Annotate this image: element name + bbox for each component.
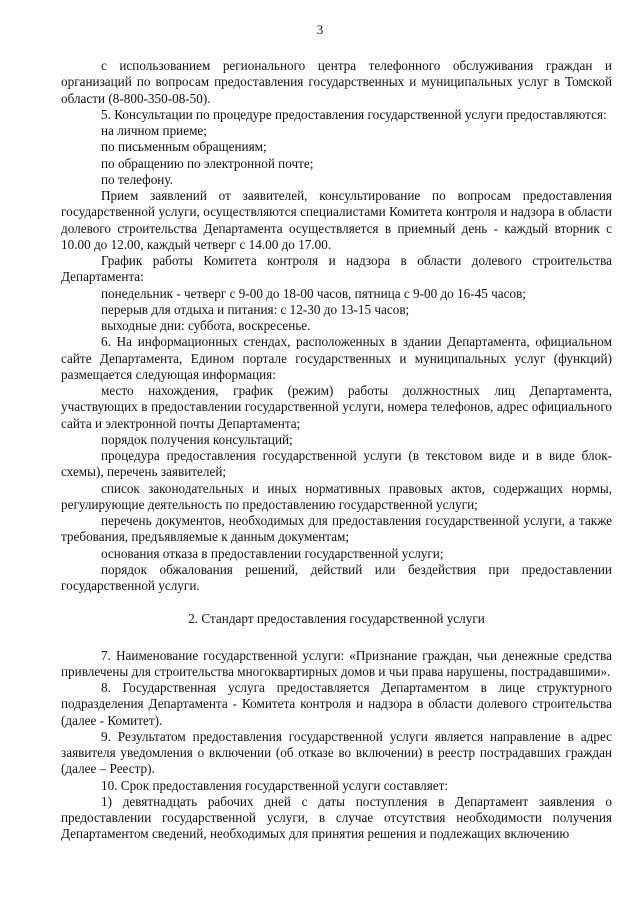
section-heading: 2. Стандарт предоставления государственной услуги [188,611,485,627]
paragraph: место нахождения, график (режим) работы должностных лиц Департамента, участвующих в предоставлении государственной услуги, номера телефонов, адрес официального сайта и электронной почты Департамента; [61,383,612,431]
paragraph: 9. Результатом предоставления государственной услуги является направление в адрес заявителя уведомления о включении (об отказе во включении) в реестр пострадавших граждан (далее – Реестр). [61,728,612,777]
paragraph: понедельник - четверг с 9-00 до 18-00 часов, пятница с 9-00 до 16-45 часов; [101,285,526,301]
paragraph: 7. Наименование государственной услуги: «Признание граждан, чьи денежные средства привлечены для строительства многоквартирных домов и чьи права нарушены, пострадавшими». [61,647,612,679]
paragraph: выходные дни: суббота, воскресенье. [101,318,311,333]
paragraph: перечень документов, необходимых для предоставления государственной услуги, а также требования, предъявляемые к данным документам; [61,513,612,545]
paragraph: График работы Комитета контроля и надзора в области долевого строительства Департамента: [61,253,612,285]
paragraph: по телефону. [101,171,173,187]
document-body [61,58,612,843]
paragraph: порядок обжалования решений, действий или бездействия при предоставлении государственной услуги. [61,561,612,593]
paragraph: порядок получения консультаций; [101,431,293,447]
paragraph: по обращению по электронной почте; [101,155,314,171]
paragraph: 5. Консультации по процедуре предоставления государственной услуги предоставляются: [101,106,607,122]
paragraph: процедура предоставления государственной услуги (в текстовом виде и в виде блок-схемы), перечень заявителей; [61,448,612,480]
paragraph: 8. Государственная услуга предоставляется Департаментом в лице структурного подразделения Департамента - Комитета контроля и надзора в области долевого строительства (далее - Комитет). [61,680,612,728]
paragraph: 10. Срок предоставления государственной услуги составляет: [101,777,449,793]
page-number: 3 [316,22,324,37]
paragraph: основания отказа в предоставлении государственной услуги; [101,545,444,561]
paragraph: список законодательных и иных нормативных правовых актов, содержащих нормы, регулирующие деятельность по предоставлению государственной услуги; [61,480,612,512]
paragraph: на личном приеме; [101,123,207,138]
paragraph: 6. На информационных стендах, расположенных в здании Департамента, официальном сайте Департамента, Едином портале государственных и муниципальных услуг (функций) размещается следующая информация: [61,334,612,382]
paragraph: 1) девятнадцать рабочих дней с даты поступления в Департамент заявления о предоставлении государственной услуги, в случае отсутствия необходимости получения Департаментом сведений, необходимых для принятия решения и подлежащих включению [61,793,612,842]
paragraph: по письменным обращениям; [101,139,267,155]
paragraph: с использованием регионального центра телефонного обслуживания граждан и организаций по вопросам предоставления государственных и муниципальных услуг в Томской области (8-800-350-08-50). [61,58,612,106]
paragraph: перерыв для отдыха и питания: с 12-30 до 13-15 часов; [101,301,410,317]
paragraph: Прием заявлений от заявителей, консультирование по вопросам предоставления государственной услуги, осуществляются специалистами Комитета контроля и надзора в области долевого строительства Департамента осуществляется в приемный день - каждый вторник с 10.00 до 12.00, каждый четверг с 14.00 до 17.00. [61,188,612,252]
